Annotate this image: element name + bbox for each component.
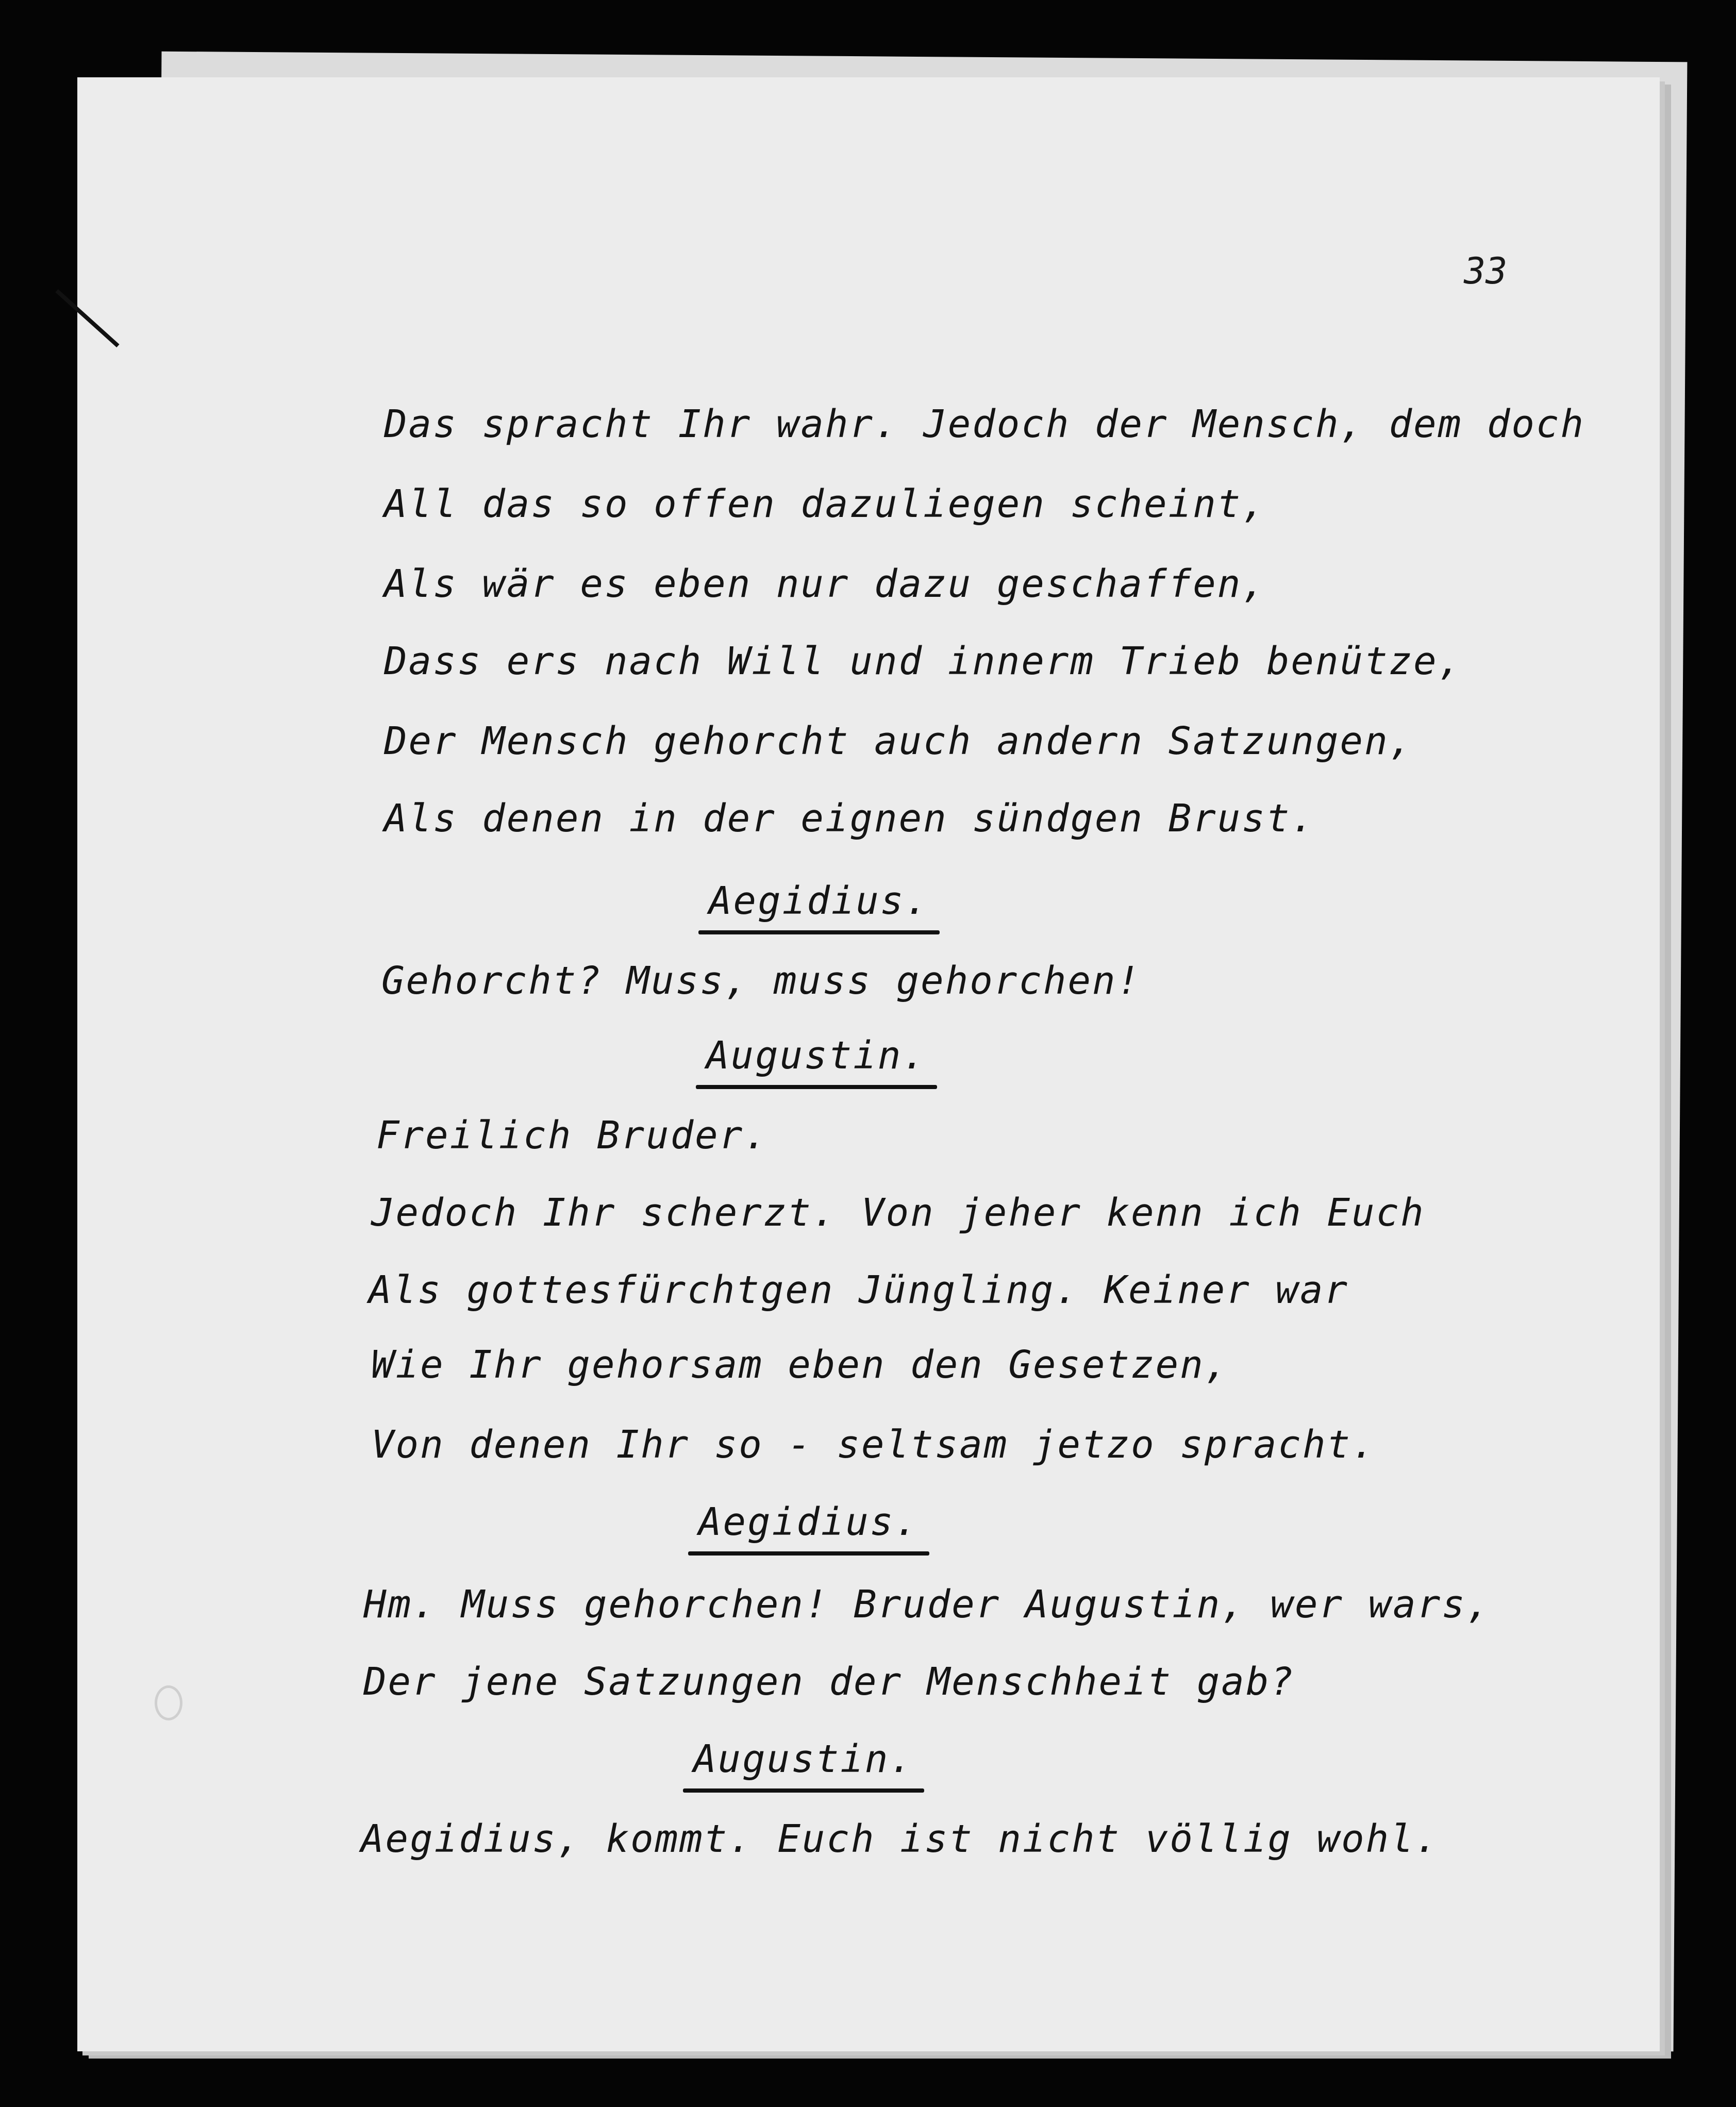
text-line: Hm. Muss gehorchen! Bruder Augustin, wer wars, (363, 1582, 1491, 1627)
text-line: Gehorcht? Muss, muss gehorchen! (381, 959, 1142, 1003)
text-line: Freilich Bruder. (376, 1113, 769, 1158)
text-line: Als denen in der eignen sündgen Brust. (384, 796, 1315, 841)
text-line: Als wär es eben nur dazu geschaffen, (384, 562, 1266, 606)
speaker-heading: Aegidius. (709, 879, 929, 923)
text-line: Jedoch Ihr scherzt. Von jeher kenn ich Euch (371, 1191, 1425, 1235)
speaker-heading: Augustin. (706, 1033, 927, 1078)
text-line: Dass ers nach Will und innerm Trieb benütze, (384, 639, 1463, 683)
text-line: Der Mensch gehorcht auch andern Satzungen, (384, 719, 1414, 763)
text-line: Der jene Satzungen der Menschheit gab? (363, 1660, 1295, 1704)
text-line: Das spracht Ihr wahr. Jedoch der Mensch, dem doch (384, 402, 1585, 446)
punch-hole (155, 1685, 182, 1720)
text-line: Als gottesfürchtgen Jüngling. Keiner war (369, 1268, 1349, 1312)
speaker-heading: Aegidius. (698, 1500, 919, 1544)
text-line: Aegidius, kommt. Euch ist nicht völlig wohl. (361, 1817, 1440, 1861)
text-line: Wie Ihr gehorsam eben den Gesetzen, (371, 1343, 1229, 1387)
page-number: 33 (1464, 250, 1508, 292)
text-line: Von denen Ihr so - seltsam jetzo spracht. (371, 1423, 1376, 1467)
text-line: All das so offen dazuliegen scheint, (384, 482, 1266, 526)
speaker-heading: Augustin. (693, 1737, 914, 1781)
